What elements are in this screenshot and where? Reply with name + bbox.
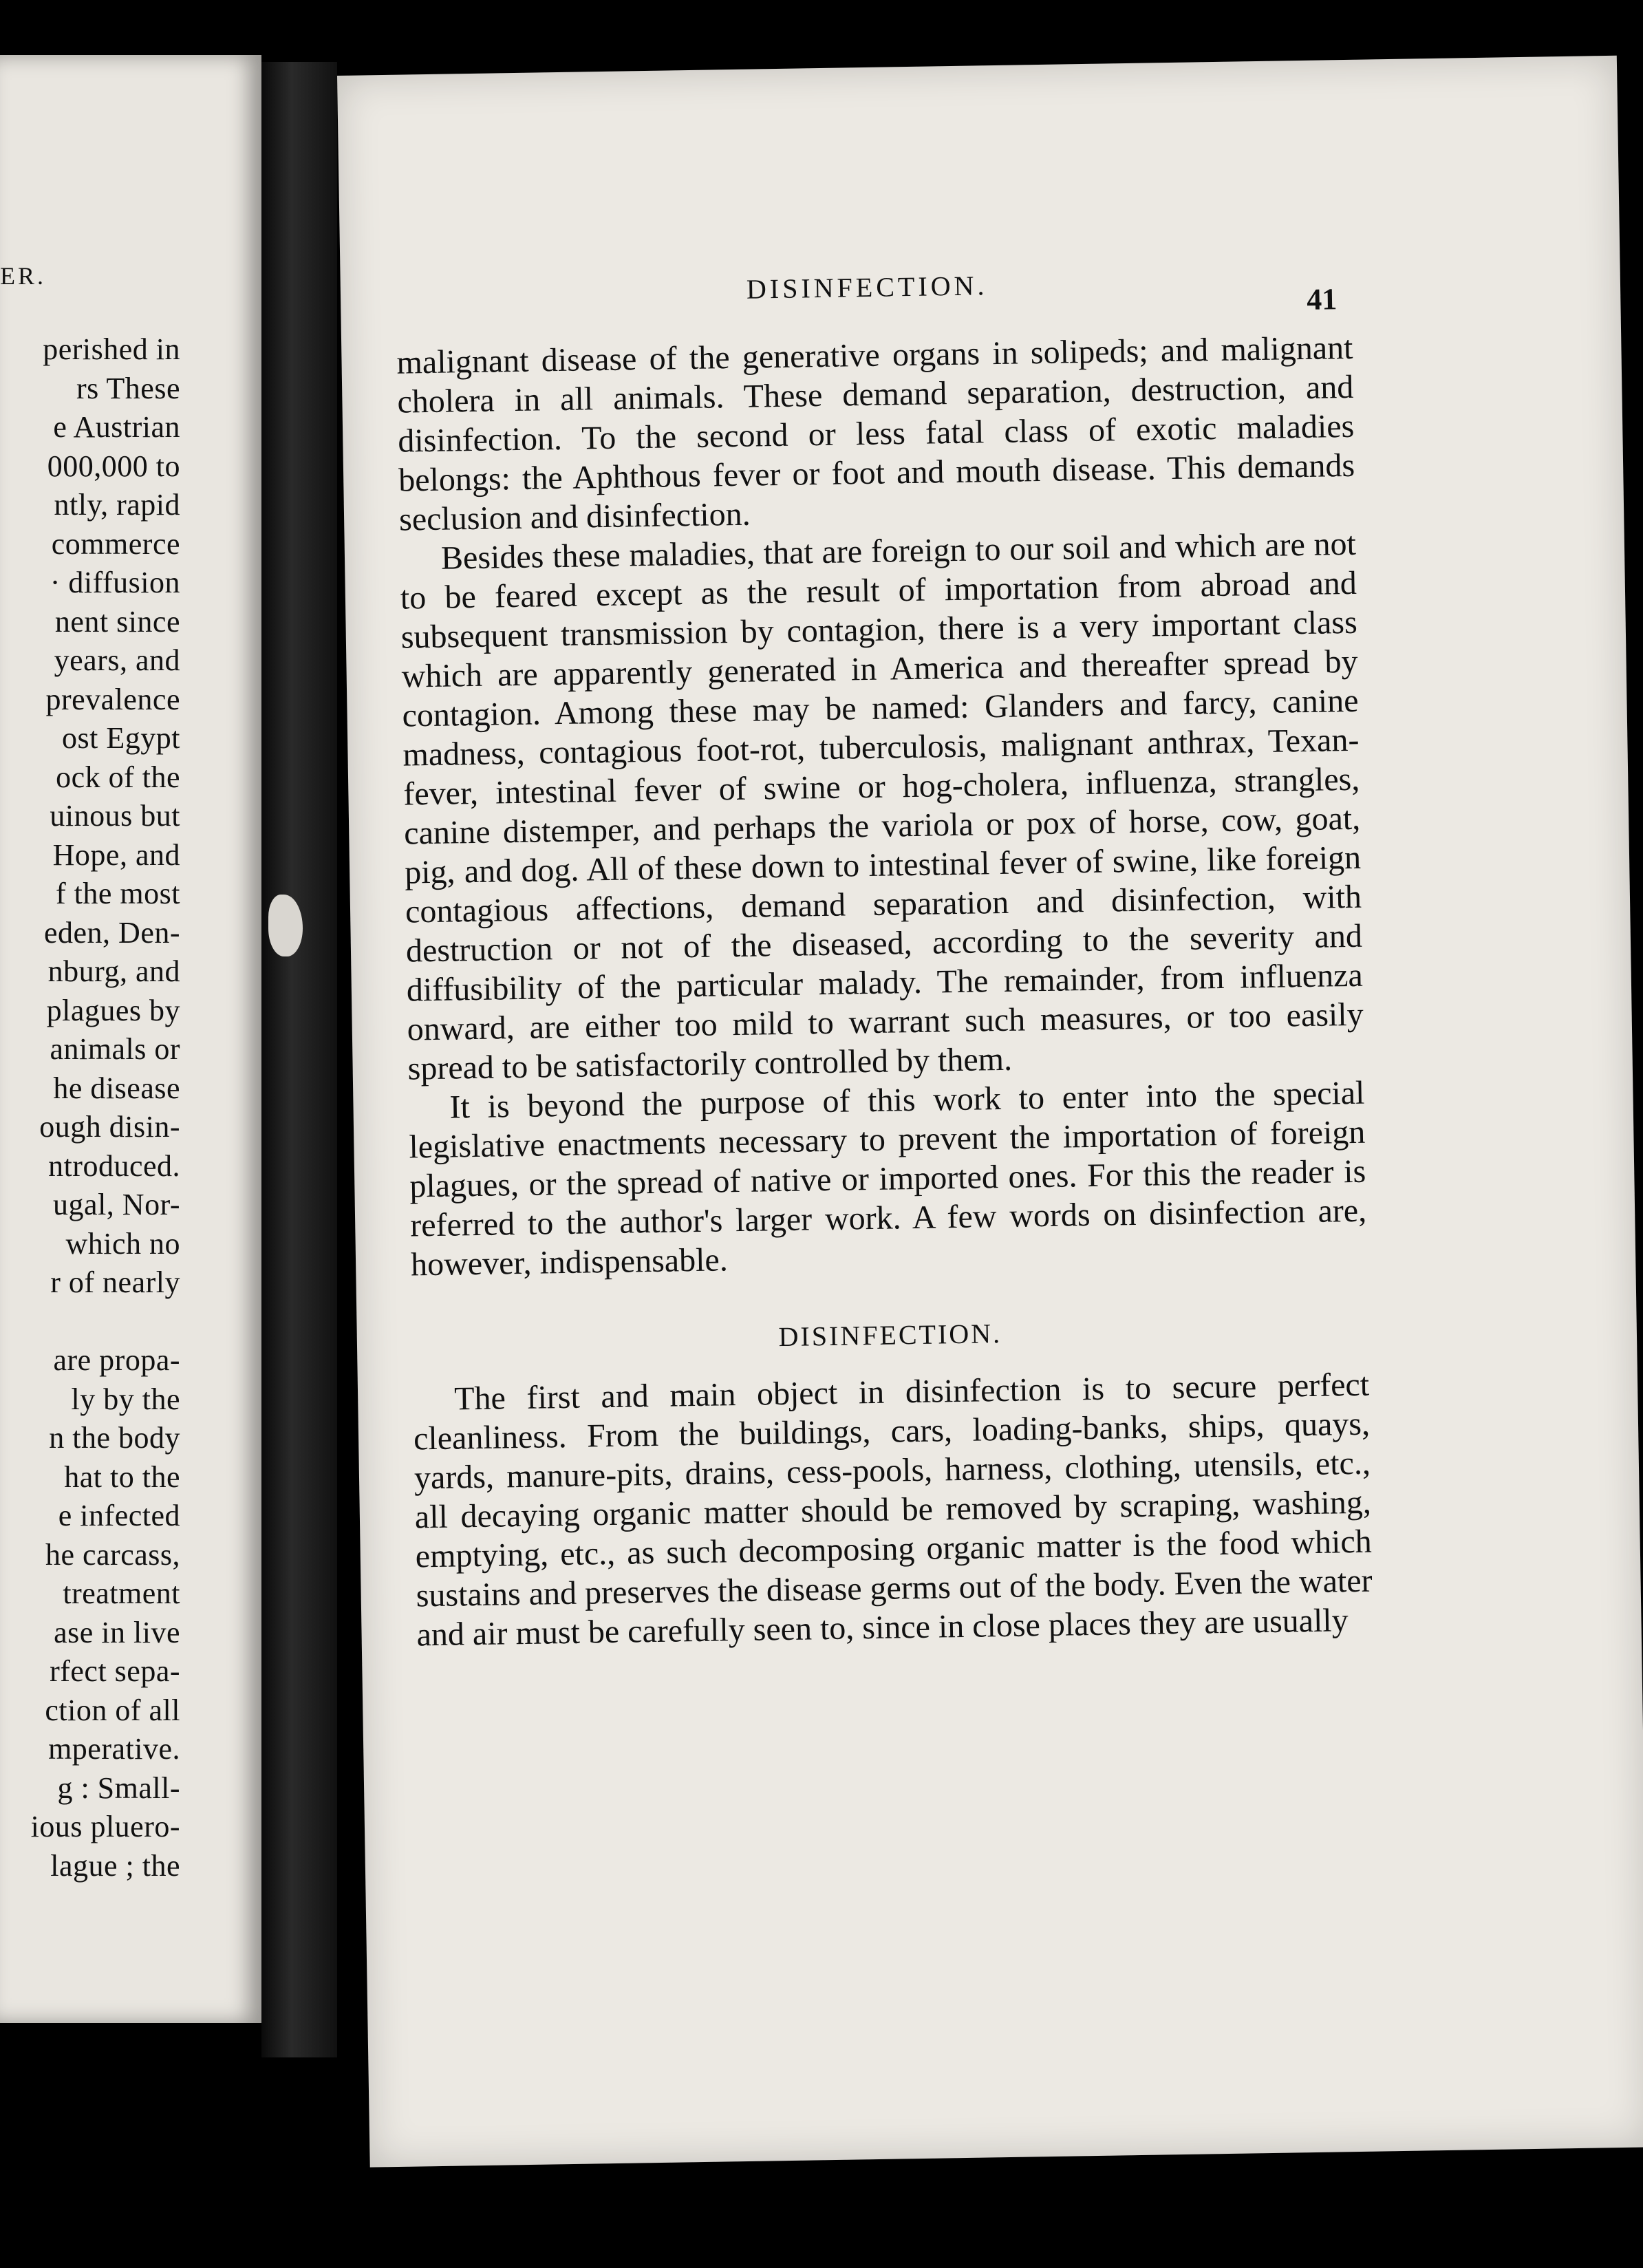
left-page-line: he disease [53,1071,180,1105]
left-page-line: nent since [54,604,180,639]
left-page-line: n the body [49,1421,180,1455]
left-page-line: prevalence [45,682,180,716]
left-page-line: which no [65,1226,180,1261]
paragraph-2: Besides these maladies, that are foreign to our soil and which are not to be feared except as the result of importation from abroad and subsequent transmission by contagion, there is a very important class which are apparently generated in America and thereafter spread by contagion. Among these may be named: Glanders and farcy, canine madness, contagious foot-rot, tuberculosis, malignant anthrax, Texan-fever, intestinal fever of swine or hog-cholera, influenza, strangles, canine distemper, and perhaps the variola or pox of horse, cow, goat, pig, and dog. All of these down to intestinal fever of swine, like foreign contagious affections, demand separation and disinfection, with destruction or not of the diseased, according to the severity and diffusibility of the particular malady. The remainder, from influenza onward, are either too mild to warrant such measures, or too easily spread to be satisfactorily controlled by them. [400,525,1364,1087]
paragraph-3: It is beyond the purpose of this work to enter into the special legislative enactments necessary to prevent the importation of foreign plagues, or the spread of native or imported ones. For this the reader is referred to the author's larger work. A few words on disinfection are, however, indispensable. [409,1074,1367,1283]
left-page-line: ntroduced. [48,1148,180,1183]
left-running-head-fragment: ER. [0,262,47,290]
left-page-line: ious pluero- [30,1810,180,1843]
left-page-line: · diffusion [50,566,180,599]
left-page-line: ase in live [54,1615,180,1649]
left-page-line: he carcass, [45,1537,180,1572]
section-paragraph: The first and main object in disinfection is to secure perfect cleanliness. From the buildings, cars, loading-banks, ships, quays, yards, manure-pits, drains, cess-pools, harness, clothing, utensils, etc., all decaying organic matter should be removed by scraping, washing, emptying, etc., as such decomposing organic matter is the food which sustains and preserves the disease germs out of the body. Even the water and air must be carefully seen to, since in close places they are usually [413,1366,1373,1654]
left-page-line: rfect sepa- [50,1654,180,1688]
left-page-line: ost Egypt [62,721,180,755]
left-page-line: e Austrian [53,410,180,444]
left-page-line: ugal, Nor- [53,1188,180,1221]
left-page-line: plagues by [46,993,180,1027]
book-gutter [261,62,337,2057]
left-page-line: nburg, and [47,954,180,988]
left-page-line: hat to the [64,1459,180,1494]
left-page-line: ough disin- [39,1110,180,1144]
left-page-line: 000,000 to [47,449,180,483]
left-page-line: r of nearly [50,1265,180,1299]
left-page-line: treatment [63,1576,180,1610]
section-heading: DISINFECTION. [778,1318,1002,1353]
left-page-line: uinous but [50,799,180,833]
left-page-line: Hope, and [52,837,180,872]
left-page-line: eden, Den- [43,915,180,950]
left-page-line: ock of the [56,760,180,794]
left-page-line: are propa- [53,1343,180,1377]
left-page-line: ntly, rapid [54,488,180,522]
left-page [0,55,261,2023]
left-page-line: ly by the [71,1382,180,1416]
left-page-line: mperative. [48,1732,180,1766]
left-page-line: f the most [56,877,180,910]
left-page-line: g : Small- [57,1770,180,1805]
running-head: DISINFECTION. [746,270,988,305]
left-page-line: years, and [54,643,180,677]
right-page [337,56,1643,2168]
page-body [396,328,1373,1655]
left-page-line: ction of all [45,1693,180,1727]
left-page-line: commerce [51,526,180,561]
page-number: 41 [1306,282,1338,317]
left-page-line: animals or [50,1032,180,1066]
left-page-line: rs These [76,371,180,405]
left-page-line: e infected [58,1499,180,1532]
left-page-line: lague ; the [50,1848,180,1883]
left-page-line: perished in [43,332,180,366]
paragraph-1: malignant disease of the generative organs in solipeds; and malignant cholera in all animals. These demand separation, destruction, and disinfection. To the second or less fatal class of exotic maladies belongs: the Aphthous fever or foot and mouth disease. This demands seclusion and disinfection. [396,329,1355,538]
